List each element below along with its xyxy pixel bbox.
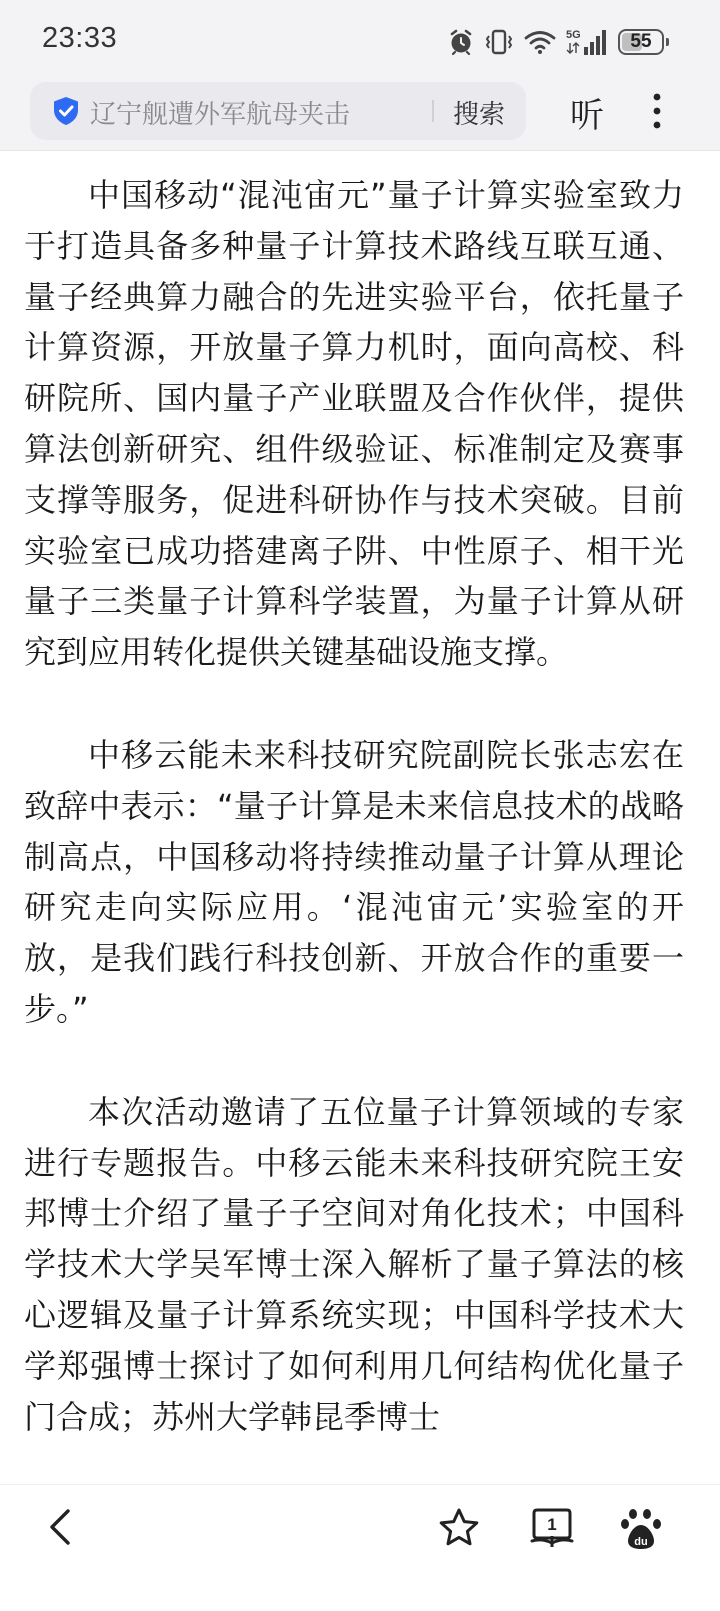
baidu-paw-icon[interactable] xyxy=(620,1507,662,1551)
battery-level: 55 xyxy=(630,31,652,52)
svg-text:du: du xyxy=(634,1536,648,1548)
article-paragraph-2: 中移云能未来科技研究院副院长张志宏在致辞中表示：“量子计算是未来信息技术的战略制高点，中国移动将持续推动量子计算从理论研究走向实际应用。‘混沌宙元’实验室的开放，是我们践行科技创新、开放合作的重要一步。” xyxy=(24,735,684,1028)
5g-signal-icon xyxy=(566,27,608,57)
tabs-icon xyxy=(530,1507,574,1551)
search-button[interactable]: 搜索 xyxy=(452,100,505,130)
status-icons xyxy=(448,26,664,58)
favorite-star-icon[interactable] xyxy=(438,1507,480,1549)
browser-header xyxy=(0,82,720,151)
article-paragraph-3: 本次活动邀请了五位量子计算领域的专家进行专题报告。中移云能未来科技研究院王安邦博士介绍了量子子空间对角化技术；中国科学技术大学吴军博士深入解析了量子算法的核心逻辑及量子计算系统实现；中国科学技术大学郑强博士探讨了如何利用几何结构优化量子门合成；苏州大学韩昆季博士 xyxy=(24,1092,684,1436)
listen-button[interactable]: 听 xyxy=(570,96,604,136)
article-paragraph-1: 中国移动“混沌宙元”量子计算实验室致力于打造具备多种量子计算技术路线互联互通、量子经典算力融合的先进实验平台，依托量子计算资源，开放量子算力机时，面向高校、科研院所、国内量子产业联盟及合作伙伴，提供算法创新研究、组件级验证、标准制定及赛事支撑等服务，促进科研协作与技术突破。目前实验室已成功搭建离子阱、中性原子、相干光量子三类量子计算科学装置，为量子计算从研究到应用转化提供关键基础设施支撑。 xyxy=(24,176,684,672)
wifi-icon xyxy=(524,29,556,55)
shield-check-icon xyxy=(52,96,80,126)
battery-indicator xyxy=(618,29,664,55)
bottom-navigation xyxy=(0,1484,720,1611)
alarm-icon xyxy=(448,29,474,55)
status-time: 23:33 xyxy=(42,22,118,54)
search-query-text[interactable]: 辽宁舰遭外军航母夹击 xyxy=(90,100,351,130)
tab-count: 1 xyxy=(547,1515,557,1534)
search-divider xyxy=(432,100,434,122)
network-type-text: 5G xyxy=(566,29,581,41)
tabs-button[interactable] xyxy=(530,1507,574,1551)
search-box[interactable] xyxy=(30,82,526,140)
back-icon[interactable] xyxy=(44,1507,80,1547)
article-body xyxy=(24,170,684,1484)
status-bar xyxy=(0,0,720,82)
more-vertical-icon[interactable] xyxy=(642,92,672,130)
vibrate-icon xyxy=(484,28,514,56)
